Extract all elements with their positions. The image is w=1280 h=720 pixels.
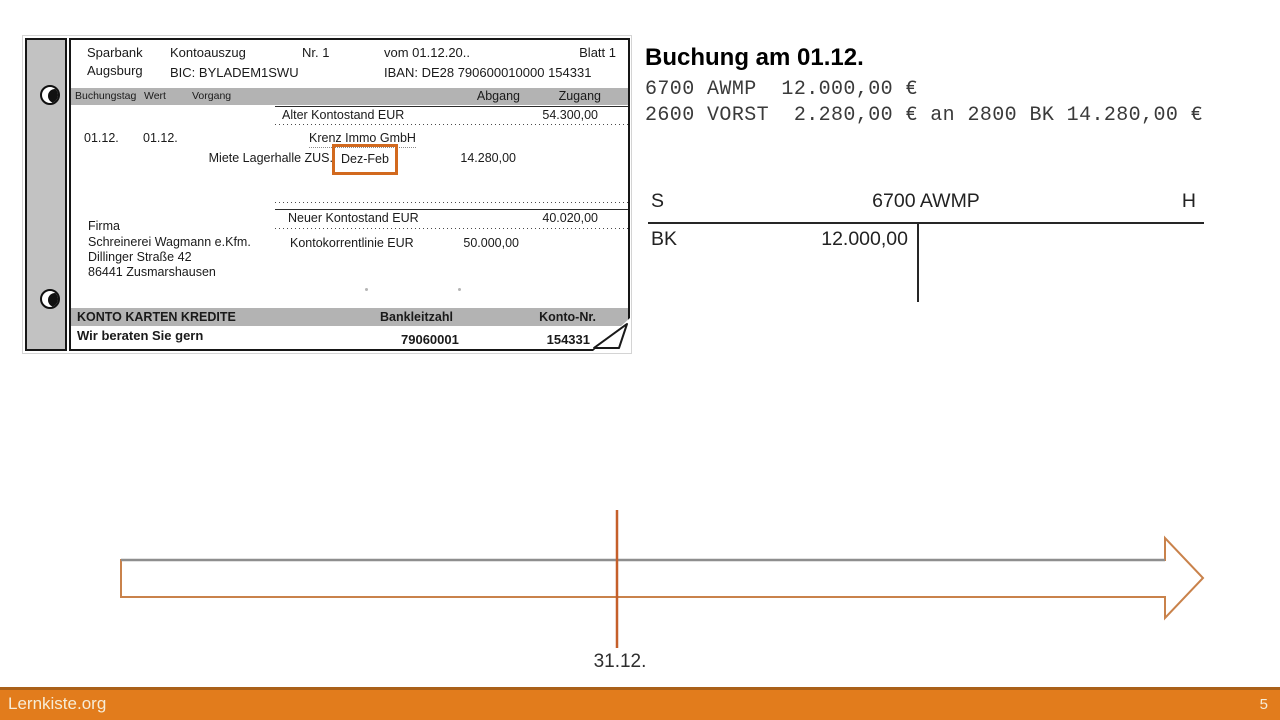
- old-balance-value: 54.300,00: [542, 108, 598, 122]
- t-account-credit-header: H: [1181, 190, 1196, 212]
- bank-name-line1: Sparbank: [87, 45, 143, 60]
- divider-dotted: [275, 202, 628, 204]
- t-account-vertical-line: [917, 222, 919, 302]
- bic: BIC: BYLADEM1SWU: [170, 65, 299, 80]
- binder-hole-icon: [40, 85, 60, 105]
- divider: [275, 209, 628, 210]
- new-balance-label: Neuer Kontostand EUR: [288, 211, 419, 225]
- binding-strip: [25, 38, 67, 351]
- page-curl-icon: [586, 313, 630, 351]
- new-balance-value: 40.020,00: [542, 211, 598, 225]
- tx-description: Miete Lagerhalle ZUS.: [208, 151, 333, 165]
- t-account: [648, 190, 1204, 305]
- t-account-entry-label: BK: [651, 228, 678, 250]
- highlight-box: [332, 144, 398, 175]
- credit-line-value: 50.000,00: [463, 236, 519, 250]
- blz-value: 79060001: [401, 332, 459, 347]
- blz-label: Bankleitzahl: [380, 310, 453, 324]
- journal-entry: [645, 77, 1203, 129]
- t-account-debit-header: S: [651, 190, 665, 212]
- slide-footer-bar: [0, 687, 1280, 720]
- bank-statement: [23, 36, 631, 353]
- t-account-horizontal-line: [648, 222, 1204, 224]
- iban: IBAN: DE28 790600010000 154331: [384, 65, 592, 80]
- col-debit: Abgang: [476, 89, 520, 103]
- t-account-entry-amount: 12.000,00: [821, 228, 908, 250]
- kto-label: Konto-Nr.: [539, 310, 596, 324]
- t-account-title: 6700 AWMP: [872, 190, 980, 212]
- col-process: Vorgang: [192, 90, 232, 102]
- holder-line: Schreinerei Wagmann e.Kfm.: [88, 235, 251, 249]
- divider-dotted: [275, 124, 628, 126]
- tx-amount: 14.280,00: [460, 151, 516, 165]
- col-value-date: Wert: [144, 90, 166, 102]
- divider-dotted: [275, 228, 628, 230]
- year-end-marker-label: 31.12.: [593, 651, 647, 672]
- statement-date: vom 01.12.20..: [384, 45, 470, 60]
- tx-highlight-term: Dez-Feb: [341, 152, 389, 166]
- timeline-arrow: [100, 500, 1210, 660]
- booking-title: Buchung am 01.12.: [645, 44, 864, 71]
- journal-line-debit: 6700 AWMP 12.000,00 €: [645, 78, 918, 101]
- column-header-bar: [71, 88, 628, 105]
- tx-value-date: 01.12.: [143, 131, 178, 145]
- divider: [275, 106, 628, 107]
- doc-type: Kontoauszug: [170, 45, 246, 60]
- page-number: 5: [1259, 696, 1268, 713]
- footer-title: KONTO KARTEN KREDITE: [77, 310, 236, 324]
- col-booking-day: Buchungstag: [75, 90, 137, 102]
- credit-line-label: Kontokorrentlinie EUR: [290, 236, 414, 250]
- statement-paper: [69, 38, 630, 351]
- binder-hole-icon: [40, 289, 60, 309]
- old-balance-label: Alter Kontostand EUR: [282, 108, 405, 122]
- brand-text: Lernkiste.org: [8, 694, 107, 713]
- scan-dot: [458, 288, 461, 291]
- col-credit: Zugang: [558, 89, 601, 103]
- scan-dot: [365, 288, 368, 291]
- statement-footer-bar: [71, 308, 628, 326]
- statement-number: Nr. 1: [302, 45, 330, 60]
- service-text: Wir beraten Sie gern: [77, 328, 204, 343]
- tx-booking-day: 01.12.: [84, 131, 119, 145]
- holder-line: Firma: [88, 219, 120, 233]
- holder-line: 86441 Zusmarshausen: [88, 265, 216, 279]
- kto-value: 154331: [546, 332, 590, 347]
- bank-name-line2: Augsburg: [87, 63, 143, 78]
- sheet-number: Blatt 1: [579, 45, 616, 60]
- journal-line-credit: 2600 VORST 2.280,00 € an 2800 BK 14.280,00 €: [645, 104, 1204, 127]
- holder-line: Dillinger Straße 42: [88, 250, 192, 264]
- timeline-arrow-outline: [121, 538, 1203, 618]
- tx-party: Krenz Immo GmbH: [309, 131, 416, 148]
